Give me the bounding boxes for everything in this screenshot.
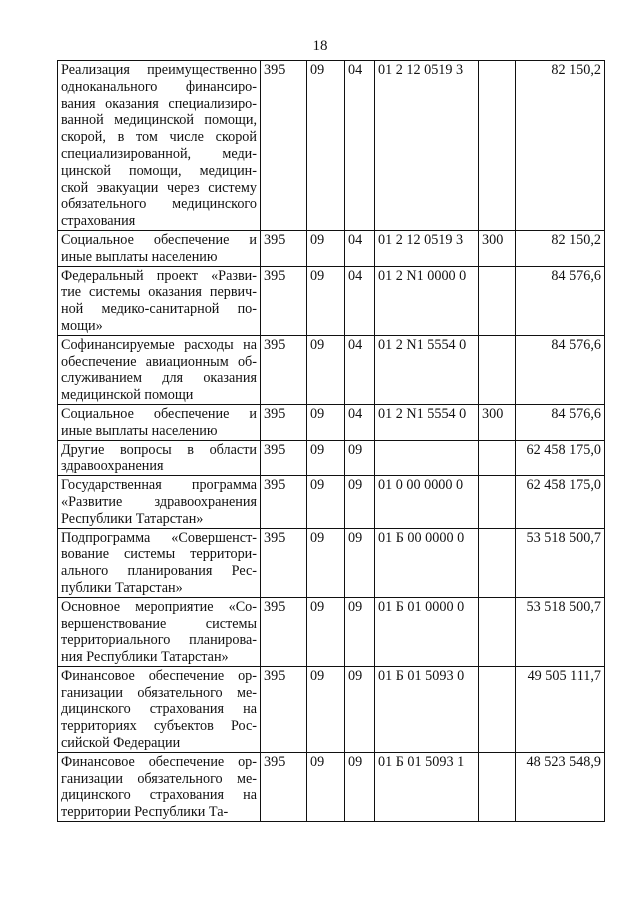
amount-cell: 62 458 175,0 xyxy=(516,476,605,528)
item-name-line: здравоохранения xyxy=(61,458,164,475)
item-name-line: Финансовое обеспечение ор- xyxy=(61,667,257,684)
item-name-line: скорой, в том числе скорой xyxy=(61,129,257,146)
section-code-cell: 09 xyxy=(307,476,345,528)
item-name-line: вование системы территори- xyxy=(61,546,257,563)
ministry-code-cell: 395 xyxy=(261,752,307,821)
target-article-cell: 01 2 N1 0000 0 xyxy=(375,266,479,335)
budget-table xyxy=(57,60,605,822)
table-row xyxy=(58,404,605,440)
target-article-cell: 01 2 N1 5554 0 xyxy=(375,335,479,404)
item-name-line: Софинансируемые расходы на xyxy=(61,336,257,353)
target-article-cell: 01 2 N1 5554 0 xyxy=(375,404,479,440)
amount-cell: 82 150,2 xyxy=(516,230,605,266)
item-name-line: обязательного медицинского xyxy=(61,196,257,213)
amount-cell: 53 518 500,7 xyxy=(516,528,605,597)
target-article-cell: 01 0 00 0000 0 xyxy=(375,476,479,528)
item-name-line: дицинского страхования на xyxy=(61,787,257,804)
subsection-code-cell: 04 xyxy=(345,404,375,440)
item-name-line: цинской помощи, медицин- xyxy=(61,162,257,179)
subsection-code-cell: 09 xyxy=(345,666,375,752)
table-row xyxy=(58,476,605,528)
amount-cell: 84 576,6 xyxy=(516,404,605,440)
target-article-cell xyxy=(375,440,479,476)
section-code-cell: 09 xyxy=(307,404,345,440)
ministry-code-cell: 395 xyxy=(261,666,307,752)
item-name-cell xyxy=(58,61,261,231)
expense-type-cell: 300 xyxy=(479,404,516,440)
amount-cell: 48 523 548,9 xyxy=(516,752,605,821)
expense-type-cell xyxy=(479,597,516,666)
item-name-cell xyxy=(58,230,261,266)
item-name-line: страхования xyxy=(61,213,136,230)
item-name-line: «Развитие здравоохранения xyxy=(61,493,257,510)
item-name-line: Другие вопросы в области xyxy=(61,441,257,458)
item-name-line: одноканального финансиро- xyxy=(61,78,257,95)
item-name-line: ванной медицинской помощи, xyxy=(61,112,257,129)
section-code-cell: 09 xyxy=(307,597,345,666)
target-article-cell: 01 Б 00 0000 0 xyxy=(375,528,479,597)
item-name-cell xyxy=(58,597,261,666)
item-name-cell xyxy=(58,440,261,476)
item-name-line: Социальное обеспечение и xyxy=(61,405,257,422)
item-name-line: иные выплаты населению xyxy=(61,422,218,439)
expense-type-cell xyxy=(479,752,516,821)
item-name-line: медицинской помощи xyxy=(61,387,194,404)
target-article-cell: 01 Б 01 5093 1 xyxy=(375,752,479,821)
item-name-line: вершенствование системы xyxy=(61,615,257,632)
table-row xyxy=(58,597,605,666)
subsection-code-cell: 09 xyxy=(345,528,375,597)
ministry-code-cell: 395 xyxy=(261,404,307,440)
ministry-code-cell: 395 xyxy=(261,335,307,404)
item-name-line: публики Татарстан» xyxy=(61,579,183,596)
item-name-cell xyxy=(58,335,261,404)
ministry-code-cell: 395 xyxy=(261,266,307,335)
item-name-line: обеспечение авиационным об- xyxy=(61,353,257,370)
item-name-line: специализированной, меди- xyxy=(61,145,257,162)
table-row xyxy=(58,440,605,476)
subsection-code-cell: 09 xyxy=(345,597,375,666)
table-row xyxy=(58,266,605,335)
item-name-line: служиванием для оказания xyxy=(61,370,257,387)
item-name-line: вания оказания специализиро- xyxy=(61,95,257,112)
target-article-cell: 01 Б 01 0000 0 xyxy=(375,597,479,666)
item-name-line: Реализация преимущественно xyxy=(61,62,257,78)
item-name-line: сийской Федерации xyxy=(61,735,181,752)
item-name-cell xyxy=(58,666,261,752)
item-name-cell xyxy=(58,266,261,335)
table-row xyxy=(58,752,605,821)
subsection-code-cell: 04 xyxy=(345,266,375,335)
section-code-cell: 09 xyxy=(307,61,345,231)
item-name-line: ганизации обязательного ме- xyxy=(61,684,257,701)
table-row xyxy=(58,61,605,231)
item-name-line: территории Республики Та- xyxy=(61,804,229,821)
item-name-line: ной медико-санитарной по- xyxy=(61,301,257,318)
item-name-line: Социальное обеспечение и xyxy=(61,231,257,248)
section-code-cell: 09 xyxy=(307,335,345,404)
expense-type-cell: 300 xyxy=(479,230,516,266)
expense-type-cell xyxy=(479,440,516,476)
amount-cell: 84 576,6 xyxy=(516,335,605,404)
subsection-code-cell: 09 xyxy=(345,440,375,476)
table-row xyxy=(58,230,605,266)
item-name-line: Основное мероприятие «Со- xyxy=(61,598,257,615)
budget-table-body xyxy=(58,61,605,822)
page-number: 18 xyxy=(312,38,328,54)
target-article-cell: 01 2 12 0519 3 xyxy=(375,61,479,231)
item-name-line: ской эвакуации через систему xyxy=(61,179,257,196)
subsection-code-cell: 04 xyxy=(345,230,375,266)
amount-cell: 62 458 175,0 xyxy=(516,440,605,476)
ministry-code-cell: 395 xyxy=(261,61,307,231)
item-name-cell xyxy=(58,528,261,597)
section-code-cell: 09 xyxy=(307,528,345,597)
item-name-cell xyxy=(58,476,261,528)
amount-cell: 53 518 500,7 xyxy=(516,597,605,666)
amount-cell: 49 505 111,7 xyxy=(516,666,605,752)
item-name-line: Финансовое обеспечение ор- xyxy=(61,753,257,770)
target-article-cell: 01 Б 01 5093 0 xyxy=(375,666,479,752)
amount-cell: 82 150,2 xyxy=(516,61,605,231)
ministry-code-cell: 395 xyxy=(261,528,307,597)
item-name-line: территориального планирова- xyxy=(61,632,257,649)
ministry-code-cell: 395 xyxy=(261,440,307,476)
item-name-line: ганизации обязательного ме- xyxy=(61,770,257,787)
ministry-code-cell: 395 xyxy=(261,597,307,666)
target-article-cell: 01 2 12 0519 3 xyxy=(375,230,479,266)
expense-type-cell xyxy=(479,476,516,528)
section-code-cell: 09 xyxy=(307,666,345,752)
item-name-line: ния Республики Татарстан» xyxy=(61,649,229,666)
item-name-line: Государственная программа xyxy=(61,477,257,494)
item-name-line: иные выплаты населению xyxy=(61,248,218,265)
section-code-cell: 09 xyxy=(307,230,345,266)
amount-cell: 84 576,6 xyxy=(516,266,605,335)
expense-type-cell xyxy=(479,266,516,335)
item-name-line: мощи» xyxy=(61,317,103,334)
expense-type-cell xyxy=(479,528,516,597)
ministry-code-cell: 395 xyxy=(261,476,307,528)
expense-type-cell xyxy=(479,666,516,752)
item-name-line: Подпрограмма «Совершенст- xyxy=(61,529,257,546)
subsection-code-cell: 09 xyxy=(345,476,375,528)
section-code-cell: 09 xyxy=(307,266,345,335)
ministry-code-cell: 395 xyxy=(261,230,307,266)
table-row xyxy=(58,335,605,404)
item-name-line: тие системы оказания первич- xyxy=(61,284,257,301)
item-name-line: ального планирования Рес- xyxy=(61,563,257,580)
table-row xyxy=(58,528,605,597)
subsection-code-cell: 04 xyxy=(345,335,375,404)
item-name-line: Федеральный проект «Разви- xyxy=(61,267,257,284)
expense-type-cell xyxy=(479,61,516,231)
item-name-cell xyxy=(58,404,261,440)
table-row xyxy=(58,666,605,752)
item-name-line: дицинского страхования на xyxy=(61,701,257,718)
item-name-cell xyxy=(58,752,261,821)
expense-type-cell xyxy=(479,335,516,404)
section-code-cell: 09 xyxy=(307,440,345,476)
item-name-line: Республики Татарстан» xyxy=(61,510,204,527)
subsection-code-cell: 04 xyxy=(345,61,375,231)
subsection-code-cell: 09 xyxy=(345,752,375,821)
section-code-cell: 09 xyxy=(307,752,345,821)
item-name-line: территориях субъектов Рос- xyxy=(61,718,257,735)
